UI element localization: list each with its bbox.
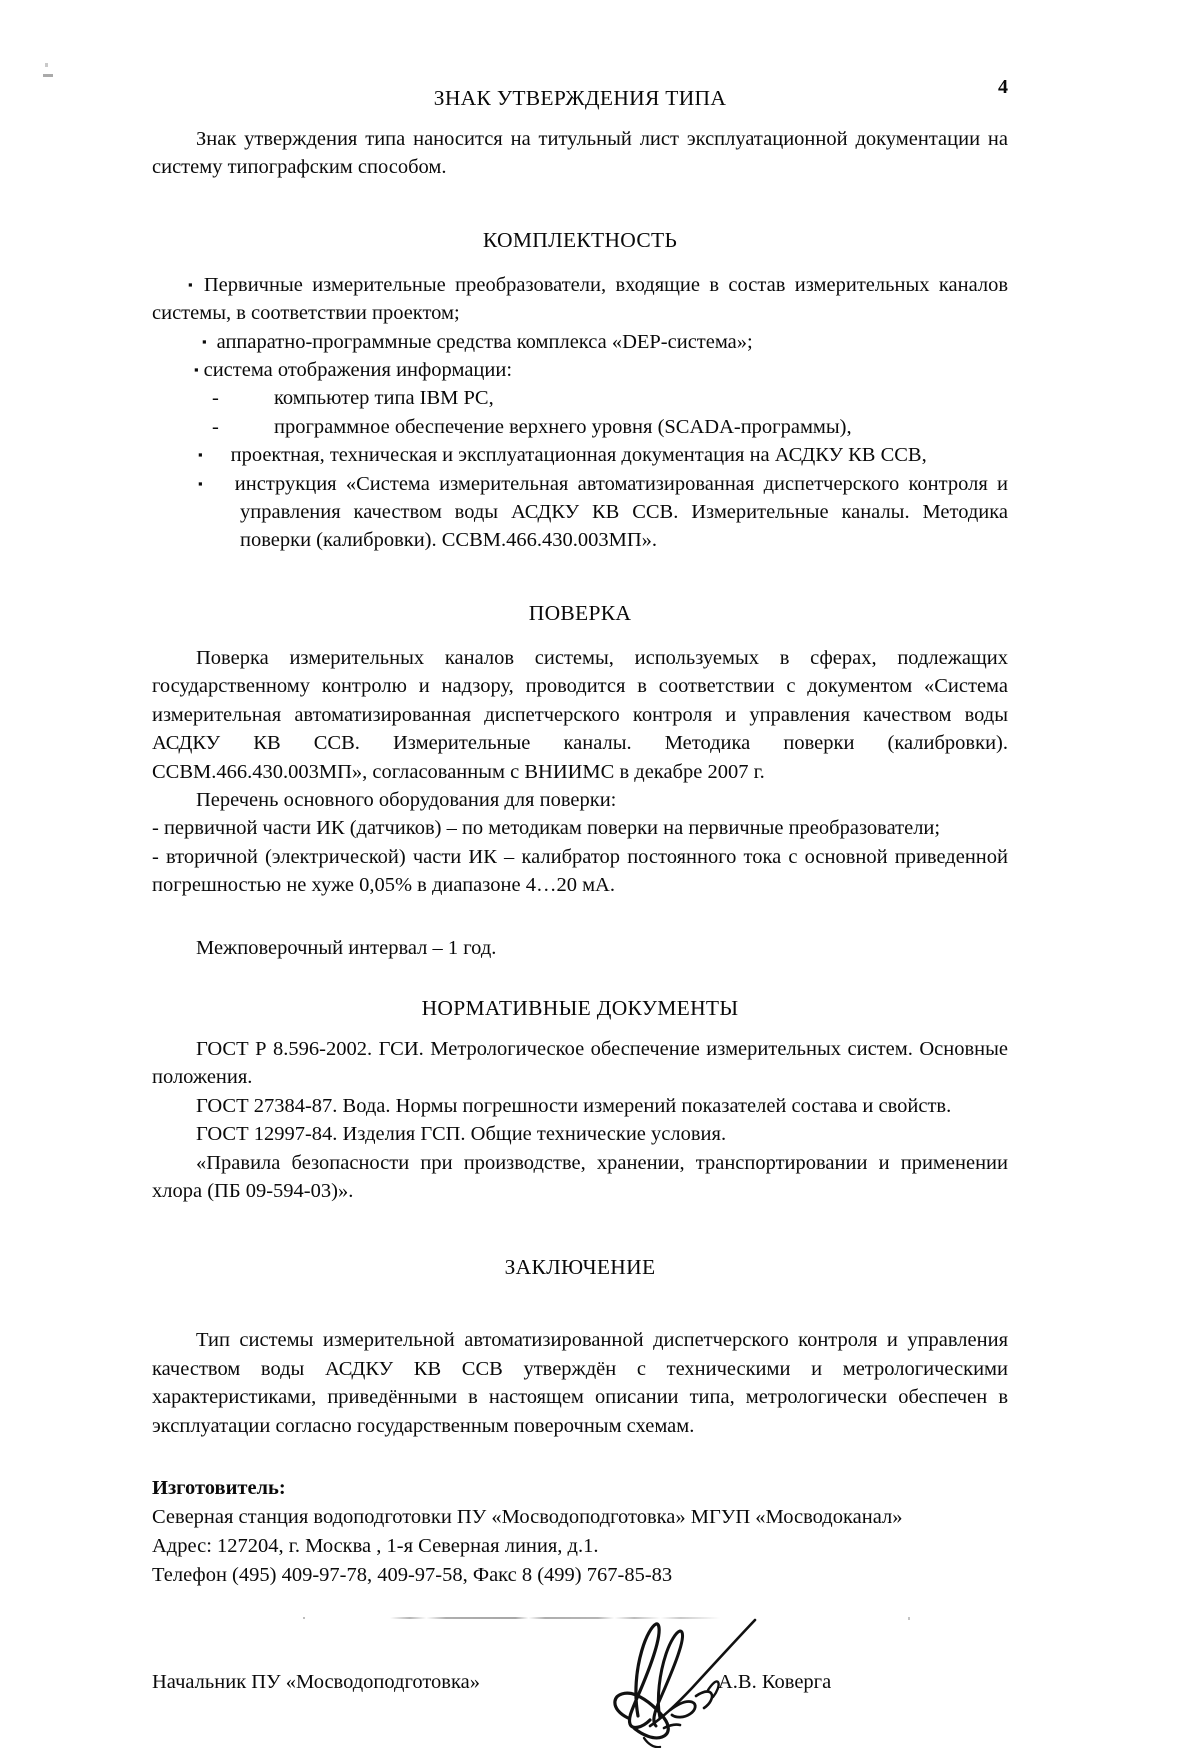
list-item xyxy=(198,470,1008,555)
heading-type-mark: ЗНАК УТВЕРЖДЕНИЯ ТИПА xyxy=(433,86,727,110)
paragraph-verification-2: Перечень основного оборудования для поверки: xyxy=(196,788,617,811)
signatory-name: А.В. Коверга xyxy=(718,1671,832,1693)
square-bullet-icon: ▪ xyxy=(198,447,203,463)
list-item xyxy=(152,271,1008,328)
paragraph-verification-1: Поверка измерительных каналов системы, используемых в сферах, подлежащих государственному контролю и надзору, проводится в соответствии с документом «Система измерительная автоматизированная диспетчерского контроля и управления качеством воды АСДКУ КВ ССВ. Измерительные каналы. Методика поверки (калибровки). ССВМ.466.430.003МП», согласованным с ВНИИМС в декабре 2007 г. xyxy=(152,646,1008,783)
square-bullet-icon: ▪ xyxy=(202,333,207,349)
list-item-text: программное обеспечение верхнего уровня (SCADA-программы), xyxy=(274,415,852,438)
scan-artifact-top-left xyxy=(43,74,53,77)
list-item-text: система отображения информации: xyxy=(203,359,513,382)
normative-entry: ГОСТ 27384-87. Вода. Нормы погрешности измерений показателей состава и свойств. xyxy=(196,1094,952,1117)
verification-dash-line: - первичной части ИК (датчиков) – по методикам поверки на первичные преобразователи; xyxy=(152,817,941,840)
list-item xyxy=(194,356,1008,384)
paragraph-verification-interval: Межповерочный интервал – 1 год. xyxy=(196,936,497,959)
heading-completeness: КОМПЛЕКТНОСТЬ xyxy=(482,227,678,252)
heading-normative-documents: НОРМАТИВНЫЕ ДОКУМЕНТЫ xyxy=(421,995,739,1020)
dash-bullet-icon: - xyxy=(212,387,219,410)
normative-entry: «Правила безопасности при производстве, хранении, транспортировании и применении хлора (ПБ 09-594-03)». xyxy=(152,1151,1008,1202)
manufacturer-phone: Телефон (495) 409-97-78, 409-97-58, Факс 8 (499) 767-85-83 xyxy=(152,1564,673,1586)
page-content xyxy=(152,0,1008,1740)
paragraph-type-mark: Знак утверждения типа наносится на титульный лист эксплуатационной документации на систему типографским способом. xyxy=(152,128,1008,179)
heading-conclusion: ЗАКЛЮЧЕНИЕ xyxy=(504,1255,656,1280)
verification-dash-line: - вторичной (электрической) части ИК – калибратор постоянного тока с основной приведенной погрешностью не хуже 0,05% в диапазоне 4…20 мА. xyxy=(152,845,1008,897)
square-bullet-icon: ▪ xyxy=(194,362,199,378)
normative-entry: ГОСТ 12997-84. Изделия ГСП. Общие технические условия. xyxy=(196,1123,727,1146)
manufacturer-block xyxy=(152,1474,1008,1590)
list-item xyxy=(202,328,1008,356)
manufacturer-name: Северная станция водоподготовки ПУ «Мосводоподготовка» МГУП «Мосводоканал» xyxy=(152,1506,903,1528)
heading-verification: ПОВЕРКА xyxy=(528,600,632,625)
square-bullet-icon: ▪ xyxy=(198,475,207,491)
signature-row xyxy=(152,1620,1008,1740)
completeness-list xyxy=(152,271,1008,555)
paragraph-conclusion: Тип системы измерительной автоматизированной диспетчерского контроля и управления качеством воды АСДКУ КВ ССВ утверждён с техническими и метрологическими характеристиками, приведёнными в настоящем описании типа, метрологически обеспечен в эксплуатации согласно государственным поверочным схемам. xyxy=(152,1329,1008,1437)
list-item-text: проектная, техническая и эксплуатационная документация на АСДКУ КВ ССВ, xyxy=(230,444,927,467)
list-item-text: компьютер типа IBM PC, xyxy=(274,387,494,410)
dash-bullet-icon: - xyxy=(212,415,219,438)
scan-artifact-bottom-dot-left xyxy=(303,1617,305,1619)
scan-artifact-top-left-dot xyxy=(45,63,48,67)
list-item-text: инструкция «Система измерительная автоматизированная диспетчерского контроля и управления качеством воды АСДКУ КВ ССВ. Измерительные каналы. Методика поверки (калибровки). ССВМ.466.430.003МП». xyxy=(234,472,1009,552)
list-item xyxy=(198,441,1008,469)
list-item-text: аппаратно-программные средства комплекса «DEP-система»; xyxy=(216,330,753,353)
normative-entry: ГОСТ Р 8.596-2002. ГСИ. Метрологическое обеспечение измерительных систем. Основные положения. xyxy=(152,1037,1008,1089)
manufacturer-address: Адрес: 127204, г. Москва , 1-я Северная линия, д.1. xyxy=(152,1535,599,1557)
page-number: 4 xyxy=(998,76,1008,98)
square-bullet-icon: ▪ xyxy=(188,276,197,292)
signatory-role: Начальник ПУ «Мосводоподготовка» xyxy=(152,1671,480,1693)
list-item xyxy=(212,384,1008,412)
list-item xyxy=(212,413,1008,441)
manufacturer-title: Изготовитель: xyxy=(152,1477,286,1499)
scan-artifact-bottom-dot-right xyxy=(908,1617,910,1620)
scan-artifact-bottom-line xyxy=(390,1617,720,1619)
list-item-text: Первичные измерительные преобразователи, входящие в состав измерительных каналов системы, в соответствии проектом; xyxy=(152,273,1009,325)
